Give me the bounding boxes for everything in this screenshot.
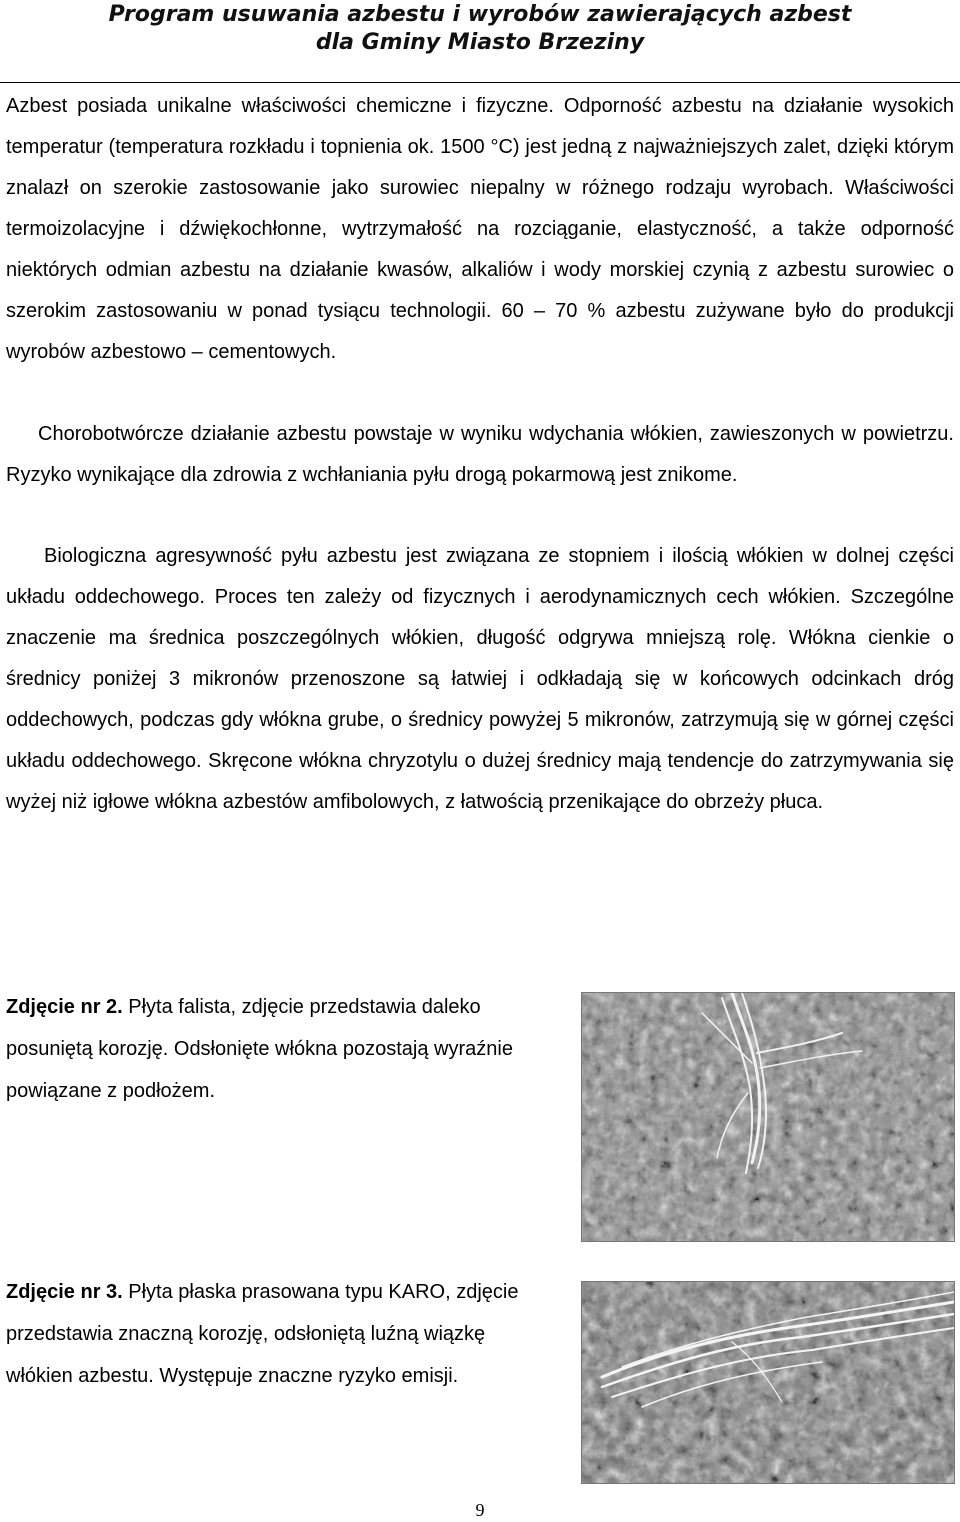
paragraph-text: Azbest posiada unikalne właściwości chemiczne i fizyczne. Odporność azbestu na działanie wysokich temperatur (temperatura rozkładu i topnienia ok. 1500 °C) jest jedną z najważniejszych zalet, dzięki którym znalazł on szerokie zastosowanie jako surowiec niepalny w różnego rodzaju wyrobach. Właściwości termoizolacyjne i dźwiękochłonne, wytrzymałość na rozciąganie, elastyczność, a także odporność niektórych odmian azbestu na działanie kwasów, alkaliów i wody morskiej czynią z azbestu surowiec o szerokim zastosowaniu w ponad tysiącu technologii. 60 – 70 % azbestu zużywane było do produkcji wyrobów azbestowo – cementowych. — [6, 95, 954, 363]
photo-2-image — [581, 992, 955, 1242]
photo-3-description: Płyta płaska prasowana typu KARO, zdjęcie przedstawia znaczną korozję, odsłoniętą luźną wiązkę włókien azbestu. Występuje znaczne ryzyko emisji. — [6, 1281, 519, 1387]
flat-sheet-microscope-photo — [582, 1282, 954, 1483]
photo-2-description: Płyta falista, zdjęcie przedstawia daleko posuniętą korozję. Odsłonięte włókna pozostają wyraźnie powiązane z podłożem. — [6, 996, 513, 1102]
page-number: 9 — [475, 1500, 485, 1520]
corrugated-sheet-microscope-photo — [582, 993, 954, 1241]
paragraph-text: Chorobotwórcze działanie azbestu powstaje w wyniku wdychania włókien, zawieszonych w powietrzu. Ryzyko wynikające dla zdrowia z wchłaniania pyłu drogą pokarmową jest znikome. — [6, 423, 954, 486]
paragraph-text: Biologiczna agresywność pyłu azbestu jest związana ze stopniem i ilością włókien w dolnej części układu oddechowego. Proces ten zależy od fizycznych i aerodynamicznych cech włókien. Szczególne znaczenie ma średnica poszczególnych włókien, długość odgrywa mniejszą rolę. Włókna cienkie o średnicy poniżej 3 mikronów przenoszone są łatwiej i odkładają się w końcowych odcinkach dróg oddechowych, podczas gdy włókna grube, o średnicy powyżej 5 mikronów, zatrzymują się w górnej części układu oddechowego. Skręcone włókna chryzotylu o dużej średnicy mają tendencje do zatrzymywania się wyżej niż igłowe włókna azbestów amfibolowych, z łatwością przenikające do obrzeży płuca. — [6, 545, 954, 813]
paragraph-health-effects — [6, 414, 954, 496]
header-title-line1: Program usuwania azbestu i wyrobów zawierających azbest — [108, 2, 852, 27]
paragraph-biological-aggressiveness — [6, 536, 954, 823]
photo-2-label: Zdjęcie nr 2. — [6, 996, 123, 1018]
photo-3-label: Zdjęcie nr 3. — [6, 1281, 123, 1303]
page-header — [0, 0, 960, 83]
photo-2-caption — [6, 986, 526, 1112]
paragraph-asbestos-properties — [6, 86, 954, 373]
photo-3-caption — [6, 1271, 526, 1397]
photo-3-image — [581, 1281, 955, 1484]
header-title-line2: dla Gminy Miasto Brzeziny — [315, 30, 645, 55]
